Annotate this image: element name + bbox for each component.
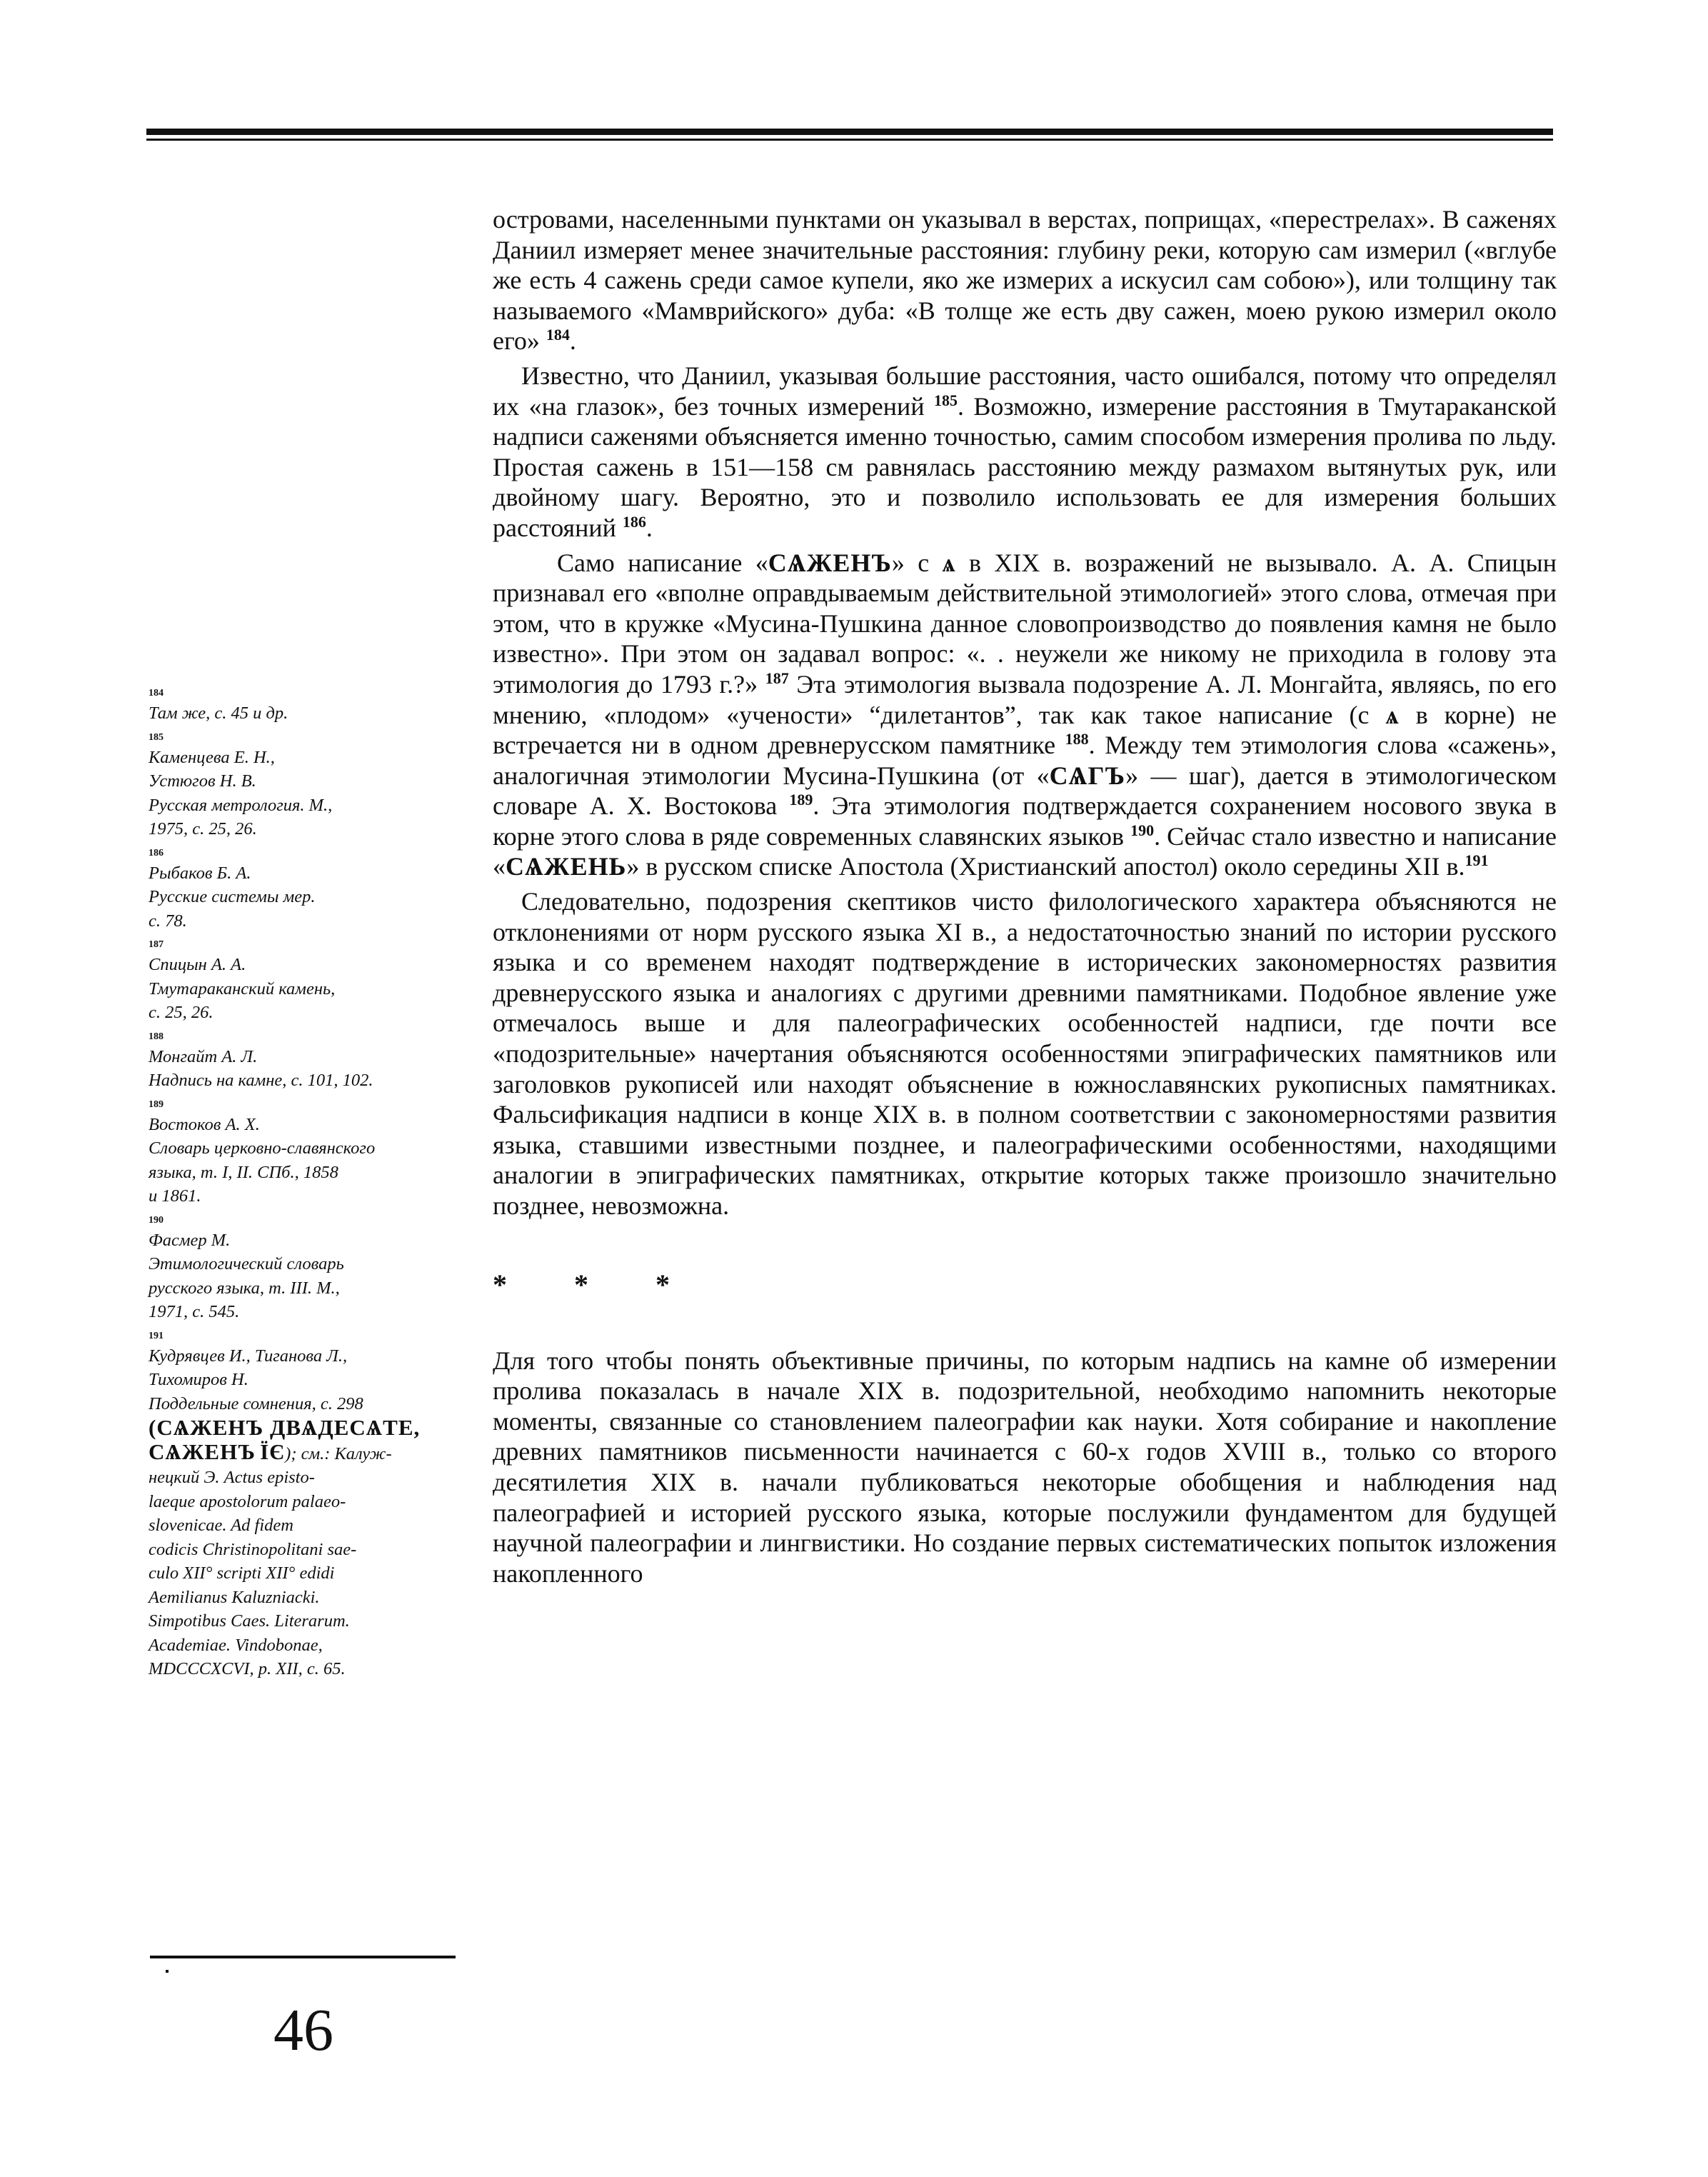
margin-notes — [149, 686, 456, 1686]
ref-189: 189 — [789, 791, 813, 809]
slavonic-word-syag: СѦГЪ — [1049, 761, 1126, 790]
slavonic-letter-yus: ѧ — [942, 548, 956, 577]
footnote-number: 185 — [149, 731, 164, 743]
footnote-190: 190 Фасмер М. Этимологический словарь русского языка, т. III. М., 1971, с. 545. — [149, 1213, 456, 1324]
header-rule — [146, 129, 1553, 141]
section-separator: * * * — [493, 1268, 700, 1301]
paragraph-section-2: Для того чтобы понять объективные причины, по которым надпись на камне об измерении пролива показалась в начале XIX в. подозрительной, необходимо напомнить некоторые моменты, связанные со становлением палеографии как науки. Хотя собирание и накопление древних памятников письменности начинается с 60-х годов XVIII в., только со второго десятилетия XIX в. начали публиковаться некоторые обобщения и наблюдения над палеографией и историей русского языка, которые послужили фундаментом для будущей научной палеографии и лингвистики. Но создание первых систематических попыток изложения накопленного — [493, 1346, 1557, 1588]
footnote-191: 191 Кудрявцев И., Тиганова Л., Тихомиров Н. Поддельные сомнения, с. 298 (СѦЖЕНЪ ДВѦДЕСѦТЕ, СѦЖЕНЪ ЇЄ); см.: Калуж- нецкий Э. Actus episto- laeque apostolorum palaeo- slovenicae. Ad fidem codicis Christinopolitani sae- culo XII° scripti XII° edidi Aemilianus Kaluzniacki. Simpotibus Caes. Literarum. Academiae. Vindobonae, MDCCCXCVI, p. XII, c. 65. — [149, 1328, 456, 1681]
slavonic-letter-yus-2: ѧ — [1385, 700, 1400, 729]
footnote-189: 189 Востоков А. Х. Словарь церковно-славянского языка, т. I, II. СПб., 1858 и 1861. — [149, 1097, 456, 1208]
slavonic-word-sazhen-2: СѦЖЕНЬ — [506, 852, 627, 881]
footnote-184: 184 Там же, с. 45 и др. — [149, 686, 456, 726]
footnote-number: 187 — [149, 939, 164, 950]
slavonic-quote-line: (СѦЖЕНЪ ДВѦДЕСѦТЕ, — [149, 1415, 421, 1440]
footnote-number: 189 — [149, 1098, 164, 1110]
page-number: 46 — [273, 1997, 333, 2063]
main-text-column — [493, 204, 1557, 1593]
margin-bottom-rule — [150, 1956, 456, 1958]
header-rule-thick — [146, 129, 1553, 135]
footnote-number: 190 — [149, 1214, 164, 1226]
paragraph-3: Само написание «СѦЖЕНЪ» с ѧ в XIX в. возражений не вызывало. А. А. Спицын признавал его «вполне оправдываемым действительной этимологией» этого слова, отмечая при этом, что в кружке «Мусина-Пушкина данное словопроизводство до появления камня не было известно». При этом он задавал вопрос: «. . неужели же никому не приходила в голову эта этимология до 1793 г.?» $^{187}$ Эта этимология вызвала подозрение А. Л. Монгайта, являясь, по его мнению, «плодом» «учености» “дилетантов”, так как такое написание (с ѧ в корне) не встречается ни в одном древнерусском памятнике $^{188}$. Между тем этимология слова «сажень», аналогичная этимологии Мусина-Пушкина (от «СѦГЪ» — шаг), дается в этимологическом словаре А. Х. Востокова $^{189}$. Эта этимология подтверждается сохранением носового звука в корне этого слова в ряде современных славянских языков $^{190}$. Сейчас стало известно и написание «СѦЖЕНЬ» в русском списке Апостола (Христианский апостол) около середины XII в.$^{191}$ — [493, 548, 1557, 881]
ref-186: 186 — [622, 512, 646, 531]
paragraph-4: Следовательно, подозрения скептиков чисто филологического характера объясняются не отклонениями от норм русского языка XI в., а недостаточностью знаний по истории русского языка и со временем находят подтверждение в исторических закономерностях развития древнерусского языка и аналогиях с другими древними памятниками. Подобное явление уже отмечалось выше и для палеографических особенностей надписи, где почти все «подозрительные» начертания объясняются особенностями эпиграфических памятников или заголовков рукописей или находят объяснение в южнославянских рукописных памятниках. Фальсификация надписи в конце XIX в. в полном соответствии с закономерностями развития языка, ставшими известными позднее, и палеографическими особенностями, находящими аналогии в эпиграфических памятниках, открытие которых также произошло значительно позднее, невозможна. — [493, 887, 1557, 1220]
footnote-number: 188 — [149, 1031, 164, 1042]
footnote-185: 185 Каменцева Е. Н., Устюгов Н. В. Русская метрология. М., 1975, с. 25, 26. — [149, 730, 456, 841]
footnote-186: 186 Рыбаков Б. А. Русские системы мер. с. 78. — [149, 846, 456, 934]
footnote-number: 184 — [149, 688, 164, 699]
ref-191: 191 — [1465, 851, 1489, 870]
footnote-188: 188 Монгайт А. Л. Надпись на камне, с. 101, 102. — [149, 1029, 456, 1093]
slavonic-word-sazhen: СѦЖЕНЪ — [768, 548, 892, 577]
footnote-number: 186 — [149, 847, 164, 859]
footnote-187: 187 Спицын А. А. Тмутараканский камень, с. 25, 26. — [149, 937, 456, 1025]
slavonic-quote-line-2: СѦЖЕНЪ ЇЄ); см.: Калуж- — [149, 1438, 392, 1464]
ref-184: 184 — [546, 326, 570, 344]
ref-187: 187 — [765, 669, 789, 687]
paragraph-2: Известно, что Даниил, указывая большие расстояния, часто ошибался, потому что определял их «на глазок», без точных измерений $^{185}$. Возможно, измерение расстояния в Тмутараканской надписи саженями объясняется именно точностью, самим способом измерения пролива по льду. Простая сажень в 151—158 см равнялась расстоянию между размахом вытянутых рук, или двойному шагу. Вероятно, это и позволило использовать ее для измерения больших расстояний $^{186}$. — [493, 361, 1557, 542]
margin-dot — [166, 1970, 169, 1973]
header-rule-thin — [146, 139, 1553, 141]
footnote-number: 191 — [149, 1330, 164, 1341]
paragraph-1: островами, населенными пунктами он указывал в верстах, поприщах, «перестрелах». В саженях Даниил измеряет менее значительные расстояния: глубину реки, которую сам измерил («вглубе же есть 4 сажень среди самое купели, яко же измерих а искусил сам собою»), или толщину так называемого «Мамврийского» дуба: «В толще же есть дву сажен, моею рукою измерил около его» $^{184}$. — [493, 205, 1557, 356]
ref-188: 188 — [1065, 730, 1089, 749]
ref-190: 190 — [1130, 821, 1155, 839]
ref-185: 185 — [933, 391, 958, 409]
